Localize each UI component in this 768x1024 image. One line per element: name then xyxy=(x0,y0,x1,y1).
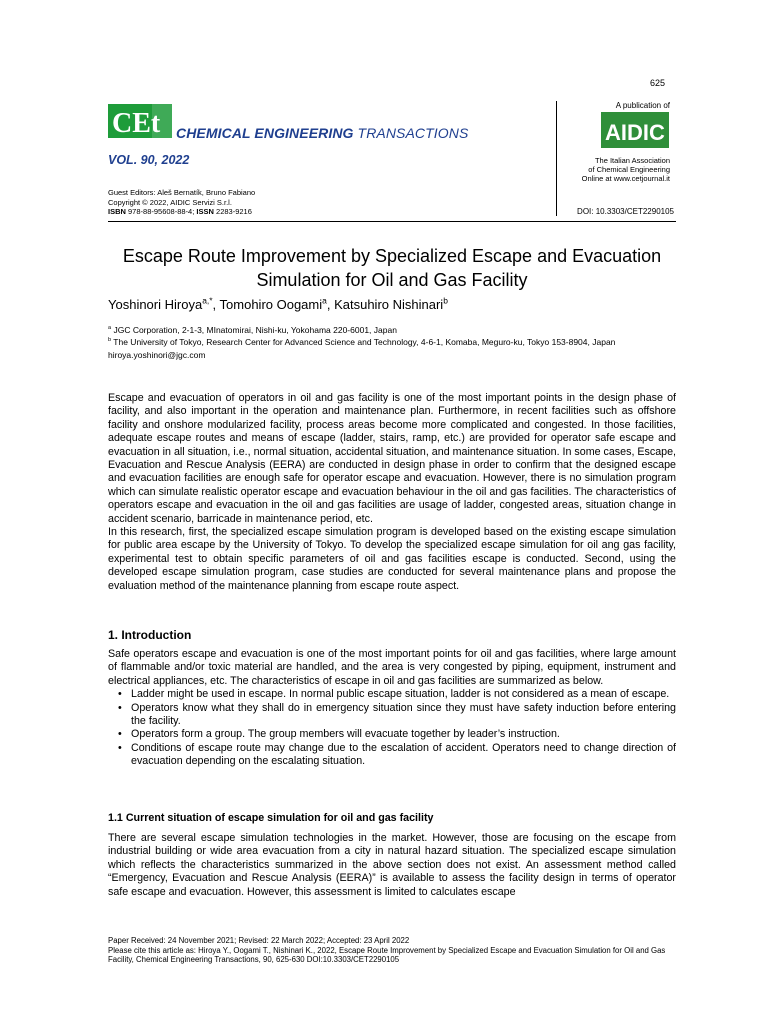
introduction-body xyxy=(108,648,676,769)
issn: 2283-9216 xyxy=(216,207,252,216)
affiliation-a: JGC Corporation, 2-1-3, MInatomirai, Nishi-ku, Yokohama 220-6001, Japan xyxy=(113,325,397,335)
cet-logo-text: CEt xyxy=(112,108,161,138)
guest-editors-label: Guest Editors: xyxy=(108,188,156,197)
doi: DOI: 10.3303/CET2290105 xyxy=(577,207,674,216)
list-item: • Ladder might be used in escape. In normal public escape situation, ladder is not considered as a mean of escape. xyxy=(108,688,676,701)
guest-editors-names: Aleš Bernatík, Bruno Fabiano xyxy=(157,188,256,197)
copyright: Copyright © 2022, AIDIC Servizi S.r.l. xyxy=(108,197,232,207)
abstract xyxy=(108,392,676,593)
issn-label: ISSN xyxy=(196,207,214,216)
editors-block xyxy=(108,188,255,217)
list-item: • Operators know what they shall do in emergency situation since they must have safety induction before entering the facility. xyxy=(108,702,676,729)
subsection-heading: 1.1 Current situation of escape simulation for oil and gas facility xyxy=(108,812,434,824)
list-item: • Conditions of escape route may change due to the escalation of accident. Operators need to change direction of evacuation depending on the escalating situation. xyxy=(108,742,676,769)
abstract-paragraph: Escape and evacuation of operators in oil and gas facility is one of the most important points in the design phase of facility, and also important in the operation and maintenance plan. Furthermore, in recent facilities such as offshore facility and onshore modularized facility, process areas become more complicated and congested. In those facilities, adequate escape routes and means of escape (ladder, stairs, ramp, etc.) are provided for operator safe escape and evacuation in all situation, i.e., normal situation, accidental situation, and maintenance situation. In some cases, Escape, Evacuation and Rescue Analysis (EERA) are conducted in design phase in order to confirm that the designed escape and evacuation facilities are enough safe for operator escape and evacuation. However, there is no simulation program which can simulate realistic operator escape and evacuation behaviour in the oil and gas facilities. The characteristics of operators escape and evacuation in the oil and gas facilities are usage of ladder, congested areas, situation change in accident scenario, barricade in maintenance period, etc. xyxy=(108,392,676,525)
received-dates: Paper Received: 24 November 2021; Revised: 22 March 2022; Accepted: 23 April 2022 xyxy=(108,936,410,945)
publisher-info xyxy=(560,156,670,183)
authors: Yoshinori Hiroya$^{a,*}$, Tomohiro Oogami$^a$, Katsuhiro Nishinari$^b$ xyxy=(108,295,448,312)
author-1: Yoshinori Hiroya xyxy=(108,297,203,312)
abstract-paragraph: In this research, first, the specialized escape simulation program is developed based on the existing escape simulation for public area escape by the University of Tokyo. To develop the specialized escape simulation for oil ang gas facility, experimental test to obtain specific parameters of oil and gas facilities escape is conducted. Second, using the developed escape simulation program, case studies are conducted for several maintenance plans and propose the evaluation method of the maintenance planning from escape route aspect. xyxy=(108,526,676,592)
aidic-logo xyxy=(601,112,669,148)
journal-name-bold: CHEMICAL ENGINEERING xyxy=(176,125,354,141)
author-1-star: * xyxy=(209,295,213,306)
author-3-sup: b xyxy=(443,295,448,306)
journal-name xyxy=(176,125,468,141)
corresponding-email: hiroya.yoshinori@jgc.com xyxy=(108,349,206,360)
publisher-line-2: of Chemical Engineering xyxy=(588,165,670,174)
footer xyxy=(108,936,676,965)
author-2-sup: a xyxy=(322,295,327,306)
author-1-sup: a, xyxy=(202,295,210,306)
isbn: 978-88-95608-88-4; xyxy=(128,207,195,216)
subsection-body xyxy=(108,832,676,899)
citation: Please cite this article as: Hiroya Y., Oogami T., Nishinari K., 2022, Escape Route Improvement by Specialized Escape and Evacuation Simulation for Oil and Gas Facility, Chemical Engineering Transactions, 90, 625-630 DOI:10.3303/CET2290105 xyxy=(108,945,666,964)
characteristics-list xyxy=(108,688,676,768)
publication-label: A publication of xyxy=(615,101,670,110)
isbn-label: ISBN xyxy=(108,207,126,216)
author-2: Tomohiro Oogami xyxy=(219,297,323,312)
aidic-logo-text: AIDIC xyxy=(605,120,665,145)
affiliation-b: The University of Tokyo, Research Center for Advanced Science and Technology, 4-6-1, Komaba, Meguro-ku, Tokyo 153-8904, Japan xyxy=(113,337,616,348)
page-number: 625 xyxy=(650,78,666,88)
affiliation-a-sup: a xyxy=(108,325,112,332)
publisher-line-3: Online at www.cetjournal.it xyxy=(581,174,670,183)
publisher-line-1: The Italian Association xyxy=(594,156,670,165)
subsection-paragraph: There are several escape simulation technologies in the market. However, those are focusing on the escape from industrial building or wide area evacuation from a city in natural hazard situation. The specialized escape simulation which reflects the characteristics summarized in the above section does not exist. An assessment method called “Emergency, Evacuation and Rescue Analysis (EERA)” is available to assess the facility design in terms of operator safe escape and evacuation. However, this assessment is limited to calculates escape xyxy=(108,832,676,898)
affiliation-b-sup: b xyxy=(108,337,112,344)
author-3: Katsuhiro Nishinari xyxy=(334,297,444,312)
journal-name-light: TRANSACTIONS xyxy=(357,125,469,141)
header-divider-vertical xyxy=(556,101,557,216)
header-divider-horizontal xyxy=(108,221,676,222)
list-item: • Operators form a group. The group members will evacuate together by leader’s instruction. xyxy=(108,728,676,741)
paper-title: Escape Route Improvement by Specialized Escape and Evacuation Simulation for Oil and Gas Facility xyxy=(122,246,662,290)
journal-volume: VOL. 90, 2022 xyxy=(108,153,190,167)
affiliations xyxy=(108,324,676,361)
cet-logo xyxy=(108,104,172,138)
section-heading: 1. Introduction xyxy=(108,628,192,642)
intro-paragraph: Safe operators escape and evacuation is one of the most important points for oil and gas facilities, where large amount of flammable and/or toxic material are handled, and the area is very congested by piping, equipment, instrument and electrical appliances, etc. The characteristics of escape in oil and gas facilities are summarized as below. xyxy=(108,648,676,687)
